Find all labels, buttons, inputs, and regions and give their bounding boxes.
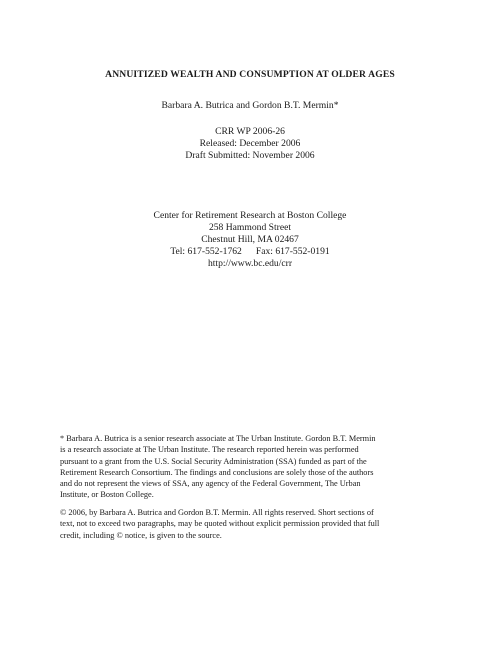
institution-address (0, 210, 500, 270)
release-date: Released: December 2006 (199, 138, 301, 149)
telephone-number: Tel: 617-552-1762 (170, 246, 242, 257)
paper-info (0, 126, 500, 162)
paper-title: ANNUITIZED WEALTH AND CONSUMPTION AT OLDER AGES (105, 69, 395, 80)
footnote-line: is a research associate at The Urban Institute. The research reported herein was performed (60, 445, 359, 455)
institution-name: Center for Retirement Research at Boston College (153, 210, 347, 221)
contact-numbers (0, 246, 500, 258)
copyright-line: text, not to exceed two paragraphs, may be quoted without explicit permission provided that full (60, 519, 380, 529)
footnote-line: * Barbara A. Butrica is a senior research associate at The Urban Institute. Gordon B.T. Mermin (60, 434, 376, 443)
city-state-zip: Chestnut Hill, MA 02467 (201, 234, 299, 245)
submission-date: Draft Submitted: November 2006 (185, 150, 315, 161)
working-paper-number: CRR WP 2006-26 (215, 126, 285, 137)
fax-number: Fax: 617-552-0191 (255, 246, 330, 257)
copyright-line: credit, including © notice, is given to the source. (60, 530, 222, 540)
author-line: Barbara A. Butrica and Gordon B.T. Mermin* (161, 100, 339, 111)
footnote-line: Institute, or Boston College. (60, 490, 154, 500)
footnote-line: pursuant to a grant from the U.S. Social Security Administration (SSA) funded as part of the (60, 456, 367, 466)
copyright-notice (60, 507, 452, 541)
footnote-line: and do not represent the views of SSA, any agency of the Federal Government, The Urban (60, 479, 361, 489)
author-footnote (60, 433, 452, 501)
copyright-line: © 2006, by Barbara A. Butrica and Gordon B.T. Mermin. All rights reserved. Short sections of (60, 508, 374, 517)
website-url: http://www.bc.edu/crr (207, 258, 293, 269)
street-address: 258 Hammond Street (208, 222, 292, 233)
footnote-line: Retirement Research Consortium. The findings and conclusions are solely those of the authors (60, 467, 374, 477)
